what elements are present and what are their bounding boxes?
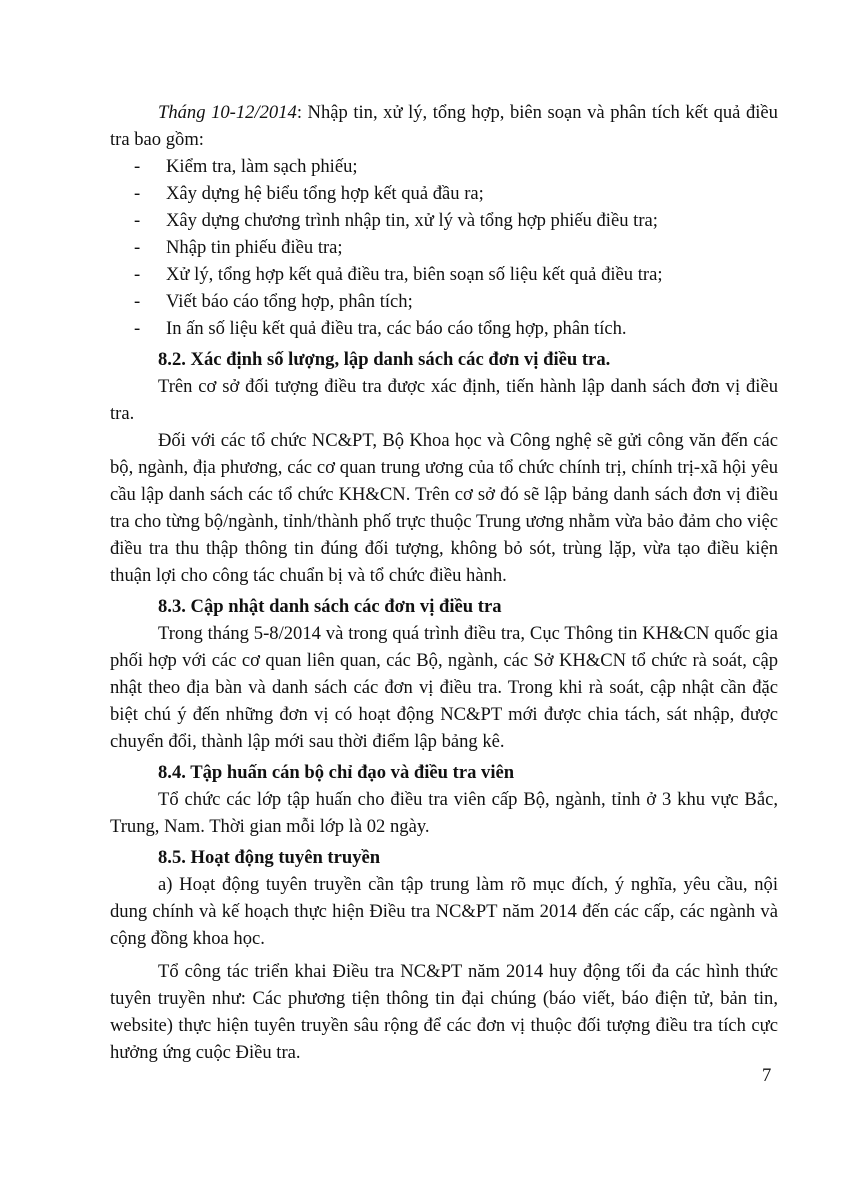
paragraph: a) Hoạt động tuyên truyền cần tập trung làm rõ mục đích, ý nghĩa, yêu cầu, nội dung chính và kế hoạch thực hiện Điều tra NC&PT năm 2014 đến các cấp, các ngành và cộng đồng khoa học. — [110, 874, 778, 949]
section-heading-8-2: 8.2. Xác định số lượng, lập danh sách các đơn vị điều tra. — [158, 349, 611, 370]
list-item: - Xử lý, tổng hợp kết quả điều tra, biên soạn số liệu kết quả điều tra; — [110, 261, 778, 288]
list-item: - Nhập tin phiếu điều tra; — [110, 234, 778, 261]
section-heading-8-5: 8.5. Hoạt động tuyên truyền — [158, 847, 381, 868]
intro-text: : Nhập tin, xử lý, tổng hợp, biên soạn và phân tích kết quả điều tra bao gồm: — [110, 102, 778, 150]
section-heading-8-3: 8.3. Cập nhật danh sách các đơn vị điều tra — [158, 596, 502, 617]
list-item: - Viết báo cáo tổng hợp, phân tích; — [110, 288, 778, 315]
paragraph: Tổ chức các lớp tập huấn cho điều tra viên cấp Bộ, ngành, tỉnh ở 3 khu vực Bắc, Trung, Nam. Thời gian mỗi lớp là 02 ngày. — [110, 789, 778, 837]
page-number: 7 — [762, 1065, 772, 1086]
list-item: - Xây dựng chương trình nhập tin, xử lý và tổng hợp phiếu điều tra; — [110, 207, 778, 234]
intro-period: Tháng 10-12/2014 — [158, 102, 297, 123]
task-list — [110, 153, 778, 342]
list-item: - Xây dựng hệ biểu tổng hợp kết quả đầu ra; — [110, 180, 778, 207]
paragraph: Tổ công tác triển khai Điều tra NC&PT năm 2014 huy động tối đa các hình thức tuyên truyền như: Các phương tiện thông tin đại chúng (báo viết, báo điện tử, bản tin, website) thực hiện tuyên truyền sâu rộng để các đơn vị thuộc đối tượng điều tra tích cực hưởng ứng cuộc Điều tra. — [110, 961, 778, 1063]
page-content — [110, 99, 778, 1066]
list-item: - In ấn số liệu kết quả điều tra, các báo cáo tổng hợp, phân tích. — [110, 315, 778, 342]
paragraph: Trên cơ sở đối tượng điều tra được xác định, tiến hành lập danh sách đơn vị điều tra. — [110, 376, 778, 424]
intro-paragraph — [110, 99, 778, 153]
list-item: - Kiểm tra, làm sạch phiếu; — [110, 153, 778, 180]
paragraph: Trong tháng 5-8/2014 và trong quá trình điều tra, Cục Thông tin KH&CN quốc gia phối hợp với các cơ quan liên quan, các Bộ, ngành, các Sở KH&CN tổ chức rà soát, cập nhật theo địa bàn và danh sách các đơn vị điều tra. Trong khi rà soát, cập nhật cần đặc biệt chú ý đến những đơn vị có hoạt động NC&PT mới được chia tách, sát nhập, được chuyển đổi, thành lập mới sau thời điểm lập bảng kê. — [110, 623, 778, 752]
section-heading-8-4: 8.4. Tập huấn cán bộ chỉ đạo và điều tra viên — [158, 762, 515, 783]
paragraph: Đối với các tổ chức NC&PT, Bộ Khoa học và Công nghệ sẽ gửi công văn đến các bộ, ngành, địa phương, các cơ quan trung ương của tổ chức chính trị, chính trị-xã hội yêu cầu lập danh sách các tổ chức KH&CN. Trên cơ sở đó sẽ lập bảng danh sách đơn vị điều tra cho từng bộ/ngành, tỉnh/thành phố trực thuộc Trung ương nhằm vừa bảo đảm cho việc điều tra thu thập thông tin đúng đối tượng, không bỏ sót, trùng lặp, vừa tạo điều kiện thuận lợi cho công tác chuẩn bị và tổ chức điều hành. — [110, 430, 778, 586]
